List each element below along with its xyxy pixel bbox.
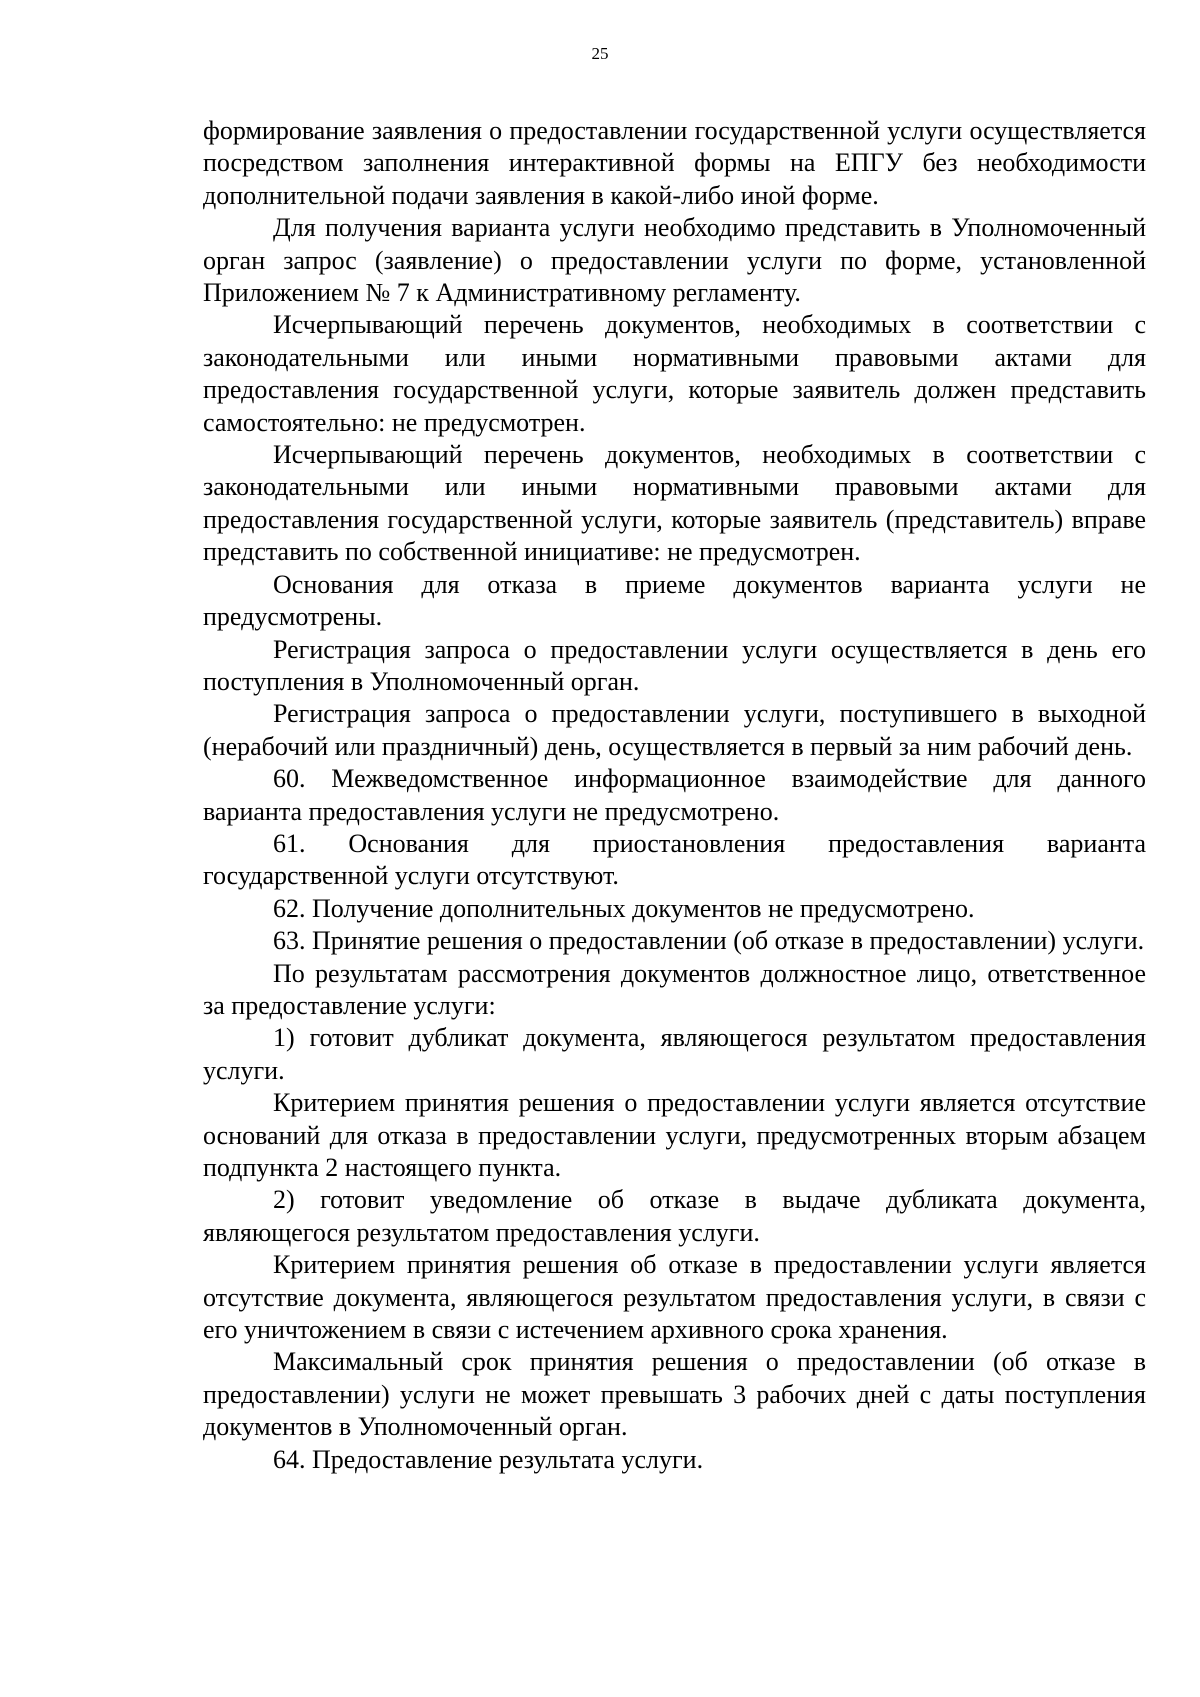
paragraph: Максимальный срок принятия решения о предоставлении (об отказе в предоставлении) услуги не может превышать 3 рабочих дней с даты поступления документов в Уполномоченный орган.	[203, 1347, 1146, 1442]
paragraph-item-61: 61. Основания для приостановления предоставления варианта государственной услуги отсутствуют.	[203, 828, 1146, 891]
paragraph: Критерием принятия решения о предоставлении услуги является отсутствие оснований для отказа в предоставлении услуги, предусмотренных вторым абзацем подпункта 2 настоящего пункта.	[203, 1088, 1146, 1182]
paragraph: По результатам рассмотрения документов должностное лицо, ответственное за предоставление услуги:	[203, 958, 1146, 1020]
paragraph-subitem-1: 1) готовит дубликат документа, являющегося результатом предоставления услуги.	[203, 1023, 1146, 1085]
paragraph-continuation: формирование заявления о предоставлении государственной услуги осуществляется посредством заполнения интерактивной формы на ЕПГУ без необходимости дополнительной подачи заявления в какой-либо иной форме.	[203, 116, 1146, 210]
paragraph: Регистрация запроса о предоставлении услуги, поступившего в выходной (нерабочий или праздничный) день, осуществляется в первый за ним рабочий день.	[203, 699, 1146, 761]
paragraph: Критерием принятия решения об отказе в предоставлении услуги является отсутствие документа, являющегося результатом предоставления услуги, в связи с его уничтожением в связи с истечением архивного срока хранения.	[203, 1250, 1146, 1345]
paragraph-item-64: 64. Предоставление результата услуги.	[273, 1444, 704, 1474]
paragraph: Для получения варианта услуги необходимо представить в Уполномоченный орган запрос (заявление) о предоставлении услуги по форме, установленной Приложением № 7 к Административному регламенту.	[203, 213, 1146, 308]
paragraph: Основания для отказа в приеме документов варианта услуги не предусмотрены.	[203, 569, 1146, 632]
page-number: 25	[591, 44, 609, 63]
paragraph: Регистрация запроса о предоставлении услуги осуществляется в день его поступления в Уполномоченный орган.	[203, 634, 1146, 696]
paragraph-item-63: 63. Принятие решения о предоставлении (об отказе в предоставлении) услуги.	[273, 926, 1145, 956]
document-body	[203, 115, 1146, 1476]
paragraph-subitem-2: 2) готовит уведомление об отказе в выдаче дубликата документа, являющегося результатом предоставления услуги.	[203, 1185, 1146, 1247]
paragraph-item-62: 62. Получение дополнительных документов не предусмотрено.	[273, 893, 975, 923]
paragraph: Исчерпывающий перечень документов, необходимых в соответствии с законодательными или иными нормативными правовыми актами для предоставления государственной услуги, которые заявитель (представитель) вправе представить по собственной инициативе: не предусмотрен.	[203, 440, 1146, 567]
paragraph: Исчерпывающий перечень документов, необходимых в соответствии с законодательными или иными нормативными правовыми актами для предоставления государственной услуги, которые заявитель должен представить самостоятельно: не предусмотрен.	[203, 310, 1146, 437]
paragraph-item-60: 60. Межведомственное информационное взаимодействие для данного варианта предоставления услуги не предусмотрено.	[203, 764, 1146, 826]
